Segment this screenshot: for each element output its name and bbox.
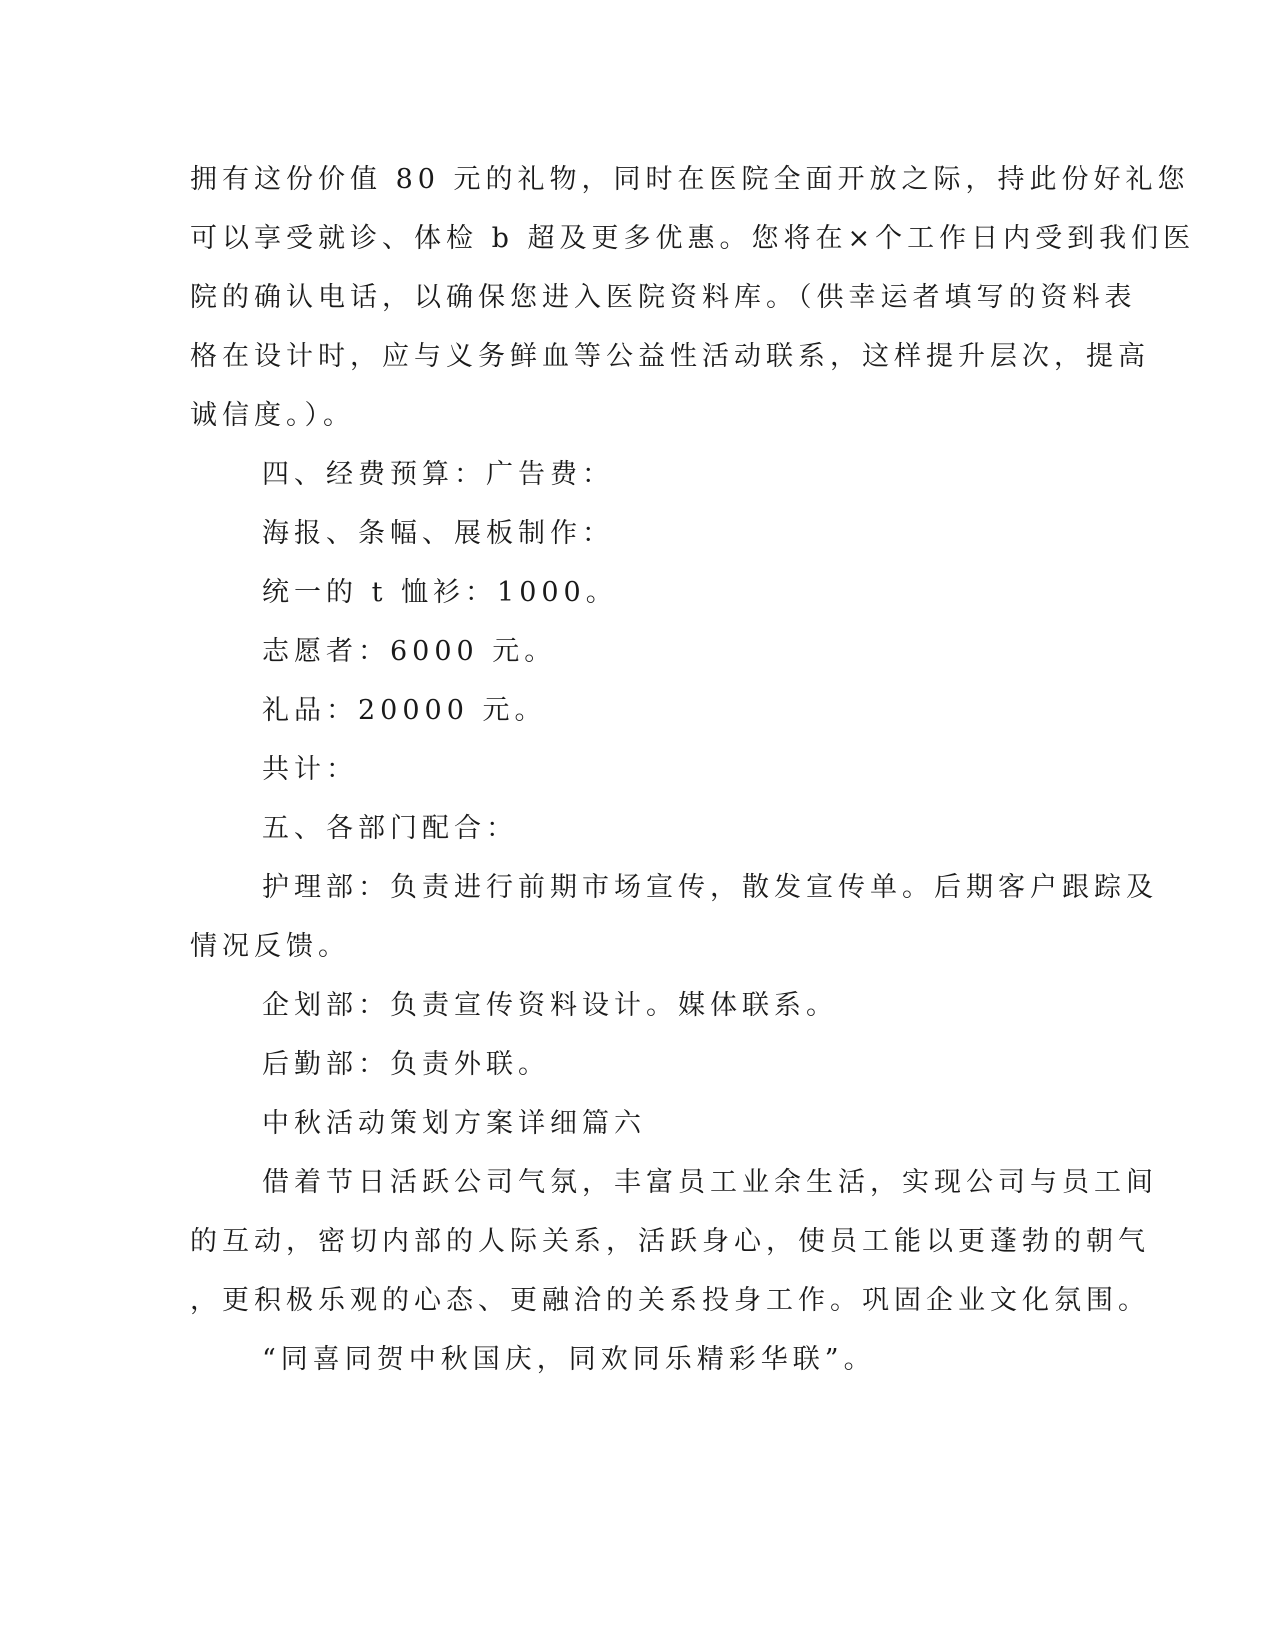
body-text-line: 借着节日活跃公司气氛，丰富员工业余生活，实现公司与员工间	[262, 1167, 1158, 1198]
body-text-line: 志愿者：6000 元。	[262, 636, 557, 667]
section-heading: 中秋活动策划方案详细篇六	[262, 1108, 646, 1139]
body-text-line: “同喜同贺中秋国庆，同欢同乐精彩华联”。	[262, 1344, 876, 1375]
body-text-line: 共计：	[262, 754, 358, 785]
body-text-line: 后勤部：负责外联。	[262, 1049, 550, 1080]
body-text-line: 的互动，密切内部的人际关系，活跃身心，使员工能以更蓬勃的朝气	[190, 1226, 1150, 1257]
body-text-line: 院的确认电话，以确保您进入医院资料库。（供幸运者填写的资料表	[190, 282, 1137, 313]
body-text-line: 海报、条幅、展板制作：	[262, 518, 614, 549]
body-text-line: 企划部：负责宣传资料设计。媒体联系。	[262, 990, 838, 1021]
body-text-line: 拥有这份价值 80 元的礼物，同时在医院全面开放之际，持此份好礼您	[190, 164, 1190, 195]
section-heading: 四、经费预算：广告费：	[262, 459, 614, 490]
body-text-line: 可以享受就诊、体检 b 超及更多优惠。您将在×个工作日内受到我们医	[190, 223, 1196, 254]
body-text-line: 统一的 t 恤衫：1000。	[262, 577, 618, 608]
body-text-line: 礼品：20000 元。	[262, 695, 547, 726]
section-heading: 五、各部门配合：	[262, 813, 518, 844]
body-text-line: 诚信度。）。	[190, 400, 355, 431]
body-text-line: ，更积极乐观的心态、更融洽的关系投身工作。巩固企业文化氛围。	[190, 1285, 1150, 1316]
body-text-line: 情况反馈。	[190, 931, 350, 962]
body-text-line: 护理部：负责进行前期市场宣传，散发宣传单。后期客户跟踪及	[262, 872, 1158, 903]
body-text-line: 格在设计时，应与义务鲜血等公益性活动联系，这样提升层次，提高	[190, 341, 1150, 372]
